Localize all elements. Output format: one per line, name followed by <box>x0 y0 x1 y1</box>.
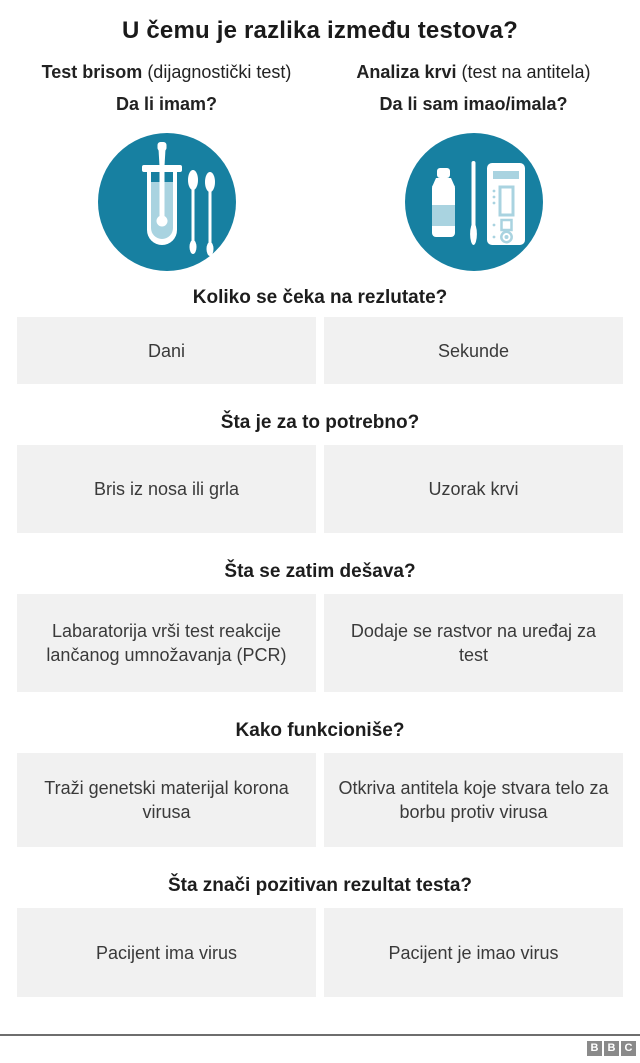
answer-box-blood <box>324 594 623 692</box>
answer-text: Uzorak krvi <box>428 479 519 499</box>
section-heading: Šta se zatim dešava? <box>224 561 416 582</box>
answer-box-blood <box>324 908 623 997</box>
bbc-logo <box>587 1041 636 1056</box>
section-heading: Šta je za to potrebno? <box>220 412 420 433</box>
blood-test-icon <box>405 133 543 271</box>
answer-text: Traži genetski materijal korona virusa <box>44 778 289 822</box>
blood-test-qualifier: (test na antitela) <box>461 62 591 82</box>
question-row <box>17 94 623 115</box>
infographic <box>0 16 640 997</box>
test-type-row <box>17 62 623 83</box>
blood-test-name: Analiza krvi <box>356 62 457 82</box>
answer-text: Dani <box>147 340 186 361</box>
answer-text: Bris iz nosa ili grla <box>93 479 240 499</box>
answer-box-swab <box>17 594 316 692</box>
swab-test-label <box>17 62 316 83</box>
section-results-wait <box>17 287 623 384</box>
section-heading: Kako funkcioniše? <box>235 720 405 741</box>
section-heading: Šta znači pozitivan rezultat testa? <box>167 875 473 896</box>
answer-text: Pacijent ima virus <box>95 942 238 963</box>
answer-text: Labaratorija vrši test reakcije lančanog umnožavanja (PCR) <box>46 621 287 665</box>
answer-text: Sekunde <box>437 340 510 361</box>
answer-box-blood <box>324 445 623 533</box>
blood-test-question: Da li sam imao/imala? <box>379 94 568 114</box>
icons-row <box>17 133 623 271</box>
swab-test-name: Test brisom <box>41 62 143 82</box>
swab-test-qualifier: (dijagnostički test) <box>147 62 292 82</box>
section-requirements <box>17 412 623 533</box>
blood-test-label <box>324 62 623 83</box>
swab-test-icon <box>98 133 236 271</box>
bbc-logo-block: C <box>621 1041 636 1056</box>
bbc-logo-block: B <box>587 1041 602 1056</box>
footer-divider <box>0 1034 640 1036</box>
bbc-logo-block: B <box>604 1041 619 1056</box>
answer-box-blood <box>324 317 623 384</box>
answer-text: Otkriva antitela koje stvara telo za borbu protiv virusa <box>338 778 609 822</box>
section-heading: Koliko se čeka na rezlutate? <box>192 287 448 308</box>
page-title: U čemu je razlika između testova? <box>121 17 519 44</box>
section-how-it-works <box>17 720 623 847</box>
answer-box-swab <box>17 317 316 384</box>
answer-text: Pacijent je imao virus <box>388 942 559 963</box>
answer-box-swab <box>17 908 316 997</box>
answer-text: Dodaje se rastvor na uređaj za test <box>350 621 597 665</box>
swab-test-question: Da li imam? <box>115 94 218 114</box>
answer-box-swab <box>17 753 316 847</box>
section-positive-result <box>17 875 623 997</box>
section-what-happens-next <box>17 561 623 692</box>
answer-box-swab <box>17 445 316 533</box>
answer-box-blood <box>324 753 623 847</box>
